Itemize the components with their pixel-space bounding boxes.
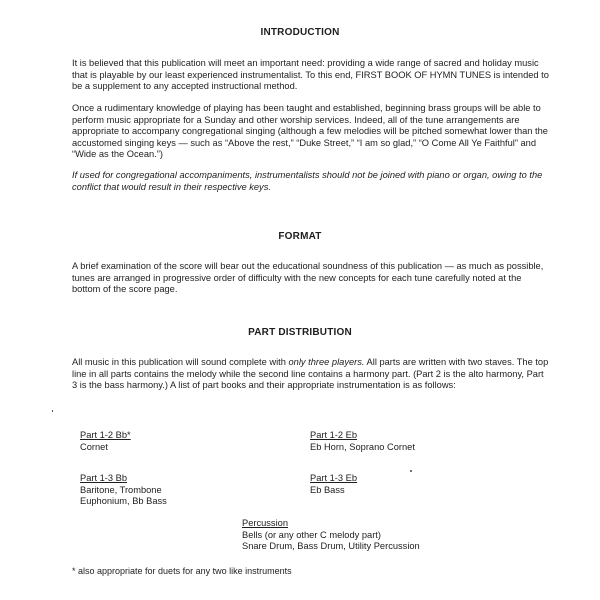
format-heading: FORMAT xyxy=(278,231,322,242)
introduction-paragraph-3: If used for congregational accompaniments, instrumentalists should not be joined with piano or organ, owing to the conflict that would result in their respective keys. xyxy=(72,170,543,192)
part-book-instrument: Baritone, Trombone xyxy=(80,484,162,495)
part-book-title: Part 1-3 Bb xyxy=(80,473,128,483)
introduction-heading: INTRODUCTION xyxy=(260,27,340,38)
part-distribution-text-start: All music in this publication will sound complete with xyxy=(72,357,289,367)
scan-speck xyxy=(52,410,53,412)
part-book-title: Part 1-3 Eb xyxy=(310,473,358,483)
part-book-instrument: Snare Drum, Bass Drum, Utility Percussion xyxy=(242,541,420,551)
format-paragraph-1: A brief examination of the score will bear out the educational soundness of this publication — as much as possible, tunes are arranged in progressive order of difficulty with the new concepts for each tune carefully noted at the bottom of the score page. xyxy=(72,261,544,294)
part-distribution-heading: PART DISTRIBUTION xyxy=(248,327,352,338)
part-book-title: Percussion xyxy=(242,518,288,528)
part-distribution-text-end: All parts are written with two staves. The top line in all parts contains the melody while the second line contains a harmony part. (Part 2 is the alto harmony, Part 3 is the bass harmony.) A list of part books and their appropriate instrumentation is as follows: xyxy=(72,357,549,390)
part-book-instrument: Eb Bass xyxy=(310,484,345,495)
introduction-paragraph-1: It is believed that this publication will meet an important need: providing a wide range of sacred and holiday music that is playable by our least experienced instrumentalist. To this end, FIRST BOOK OF HYMN TUNES is intended to be a supplement to any accepted instructional method. xyxy=(72,58,549,91)
part-book-1-3-bb xyxy=(80,473,167,508)
part-book-percussion xyxy=(242,518,420,553)
part-book-instrument: Euphonium, Bb Bass xyxy=(80,496,167,506)
scan-speck xyxy=(410,470,412,472)
part-book-1-2-eb xyxy=(310,430,415,453)
part-book-title: Part 1-2 Eb xyxy=(310,430,358,440)
part-distribution-paragraph-1 xyxy=(72,357,550,392)
part-distribution-emphasis: only three players. xyxy=(288,357,365,367)
footnote: * also appropriate for duets for any two like instruments xyxy=(72,566,292,576)
part-book-1-3-eb xyxy=(310,473,357,496)
part-book-instrument: Cornet xyxy=(80,441,108,452)
part-book-instrument: Eb Horn, Soprano Cornet xyxy=(310,441,415,452)
part-book-instrument: Bells (or any other C melody part) xyxy=(242,529,381,540)
introduction-paragraph-2: Once a rudimentary knowledge of playing has been taught and established, beginning brass groups will be able to perform music appropriate for a Sunday and other worship services. Indeed, all of the tune arrangements are appropriate to accompany congregational singing (although a few melodies will be pitched somewhat lower than the accustomed singing keys — such as “Above the rest,” “Duke Street,” “I am so glad,” “O Come All Ye Faithful” and “Wide as the Ocean.”) xyxy=(72,103,548,159)
part-book-title: Part 1-2 Bb* xyxy=(80,430,131,440)
part-book-1-2-bb xyxy=(80,430,131,453)
